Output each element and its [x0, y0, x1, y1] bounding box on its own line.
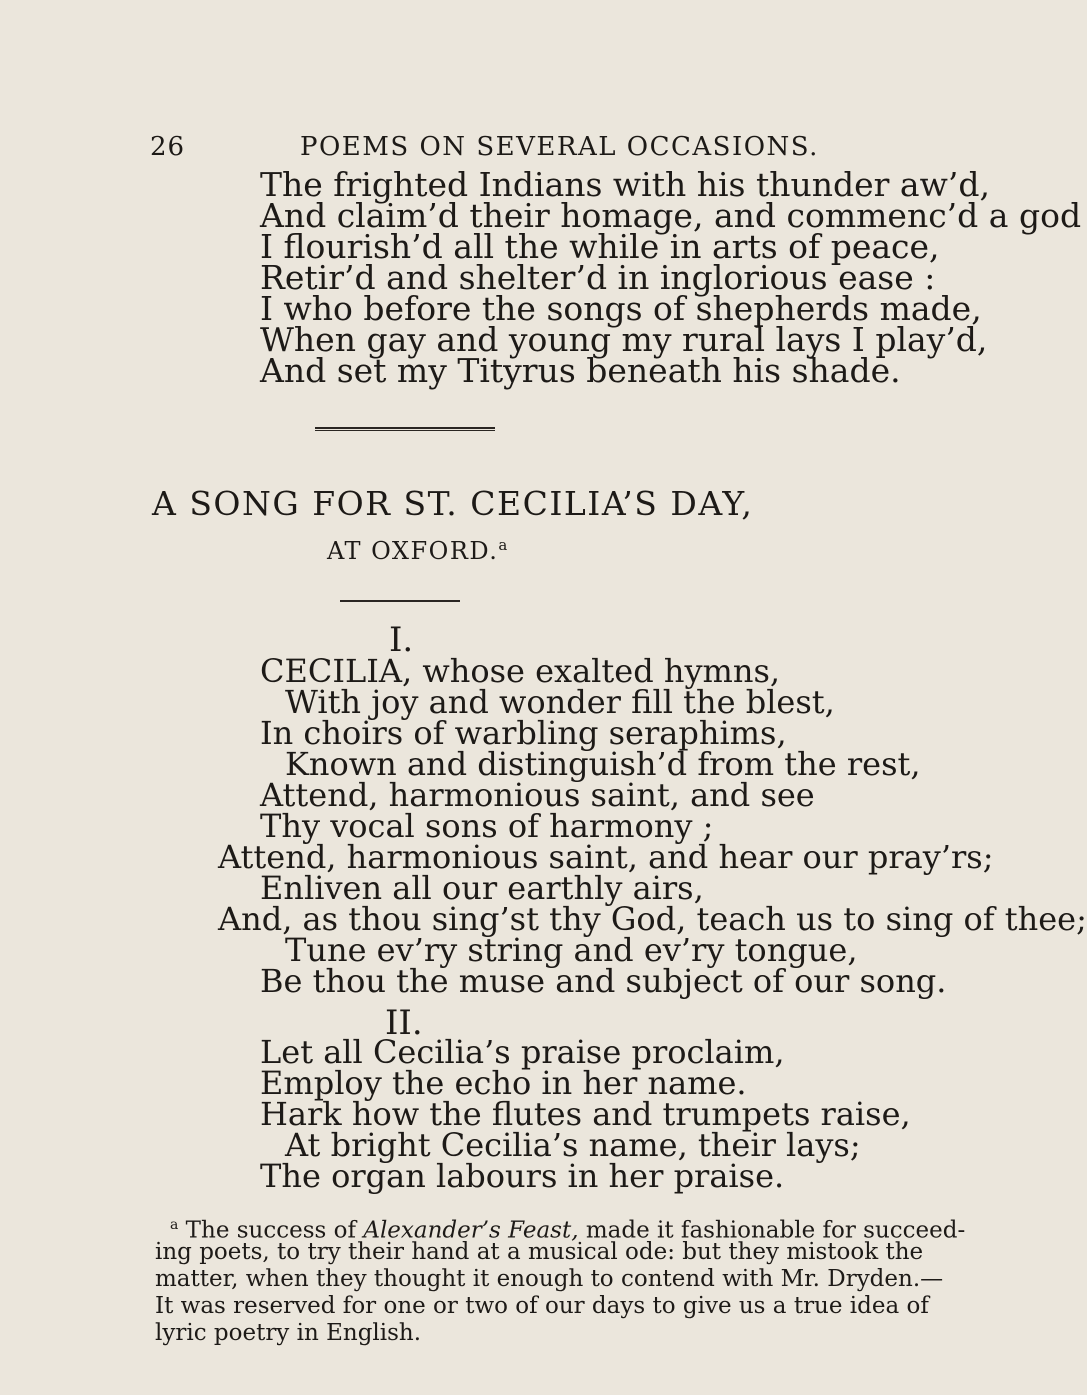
stanza-line: CECILIA, whose exalted hymns, [260, 652, 781, 690]
stanza-line: Let all Cecilia’s praise proclaim, [260, 1033, 785, 1071]
song-subtitle [327, 536, 509, 565]
footnote-work-title: Alexander’s Feast, [363, 1217, 579, 1244]
stanza-line: Attend, harmonious saint, and hear our pray’rs; [218, 838, 994, 876]
stanza-line: Hark how the flutes and trumpets raise, [260, 1095, 911, 1133]
stanza-line: Enliven all our earthly airs, [260, 869, 704, 907]
stanza-line: Be thou the muse and subject of our song. [260, 962, 947, 1000]
stanza-line: Known and distinguish’d from the rest, [285, 745, 921, 783]
stanza-line: Attend, harmonious saint, and see [260, 776, 815, 814]
footnote-reference: a [498, 536, 509, 554]
footnote-text: made it fashionable for succeed- [578, 1217, 966, 1244]
verse-line: I flourish’d all the while in arts of peace, [260, 227, 940, 266]
page-header [0, 132, 819, 164]
footnote-text: The success of [185, 1217, 364, 1244]
footnote-line: ing poets, to try their hand at a musical ode: but they mistook the [155, 1239, 924, 1265]
verse-line: The frighted Indians with his thunder aw’d, [260, 165, 990, 204]
title-rule [340, 600, 460, 602]
song-subtitle-text: AT OXFORD. [327, 537, 499, 565]
stanza-line: With joy and wonder fill the blest, [285, 683, 835, 721]
stanza-line: Tune ev’ry string and ev’ry tongue, [285, 931, 858, 969]
stanza-number: I. [389, 620, 414, 660]
footnote-line: lyric poetry in English. [155, 1320, 422, 1346]
footnote-mark: a [170, 1217, 179, 1233]
footnote-line: It was reserved for one or two of our days to give us a true idea of [155, 1293, 929, 1319]
stanza-line: In choirs of warbling seraphims, [260, 714, 787, 752]
stanza-line: The organ labours in her praise. [260, 1157, 785, 1195]
page-number: 26 [150, 132, 186, 162]
stanza-number: II. [385, 1003, 423, 1043]
stanza-line: Employ the echo in her name. [260, 1064, 747, 1102]
stanza-line: And, as thou sing’st thy God, teach us to sing of thee; [218, 900, 1087, 938]
section-rule [315, 427, 495, 431]
stanza-line: At bright Cecilia’s name, their lays; [285, 1126, 861, 1164]
stanza-line: Thy vocal sons of harmony ; [260, 807, 714, 845]
verse-line: I who before the songs of shepherds made, [260, 289, 982, 328]
running-title: POEMS ON SEVERAL OCCASIONS. [300, 132, 819, 162]
verse-line: And claim’d their homage, and commenc’d a god [260, 196, 1082, 235]
verse-line: Retir’d and shelter’d in inglorious ease : [260, 258, 936, 297]
verse-line: And set my Tityrus beneath his shade. [260, 351, 901, 390]
footnote-line: matter, when they thought it enough to contend with Mr. Dryden.— [155, 1266, 944, 1292]
song-title: A SONG FOR ST. CECILIA’S DAY, [152, 484, 754, 523]
verse-line: When gay and young my rural lays I play’d, [260, 320, 988, 359]
